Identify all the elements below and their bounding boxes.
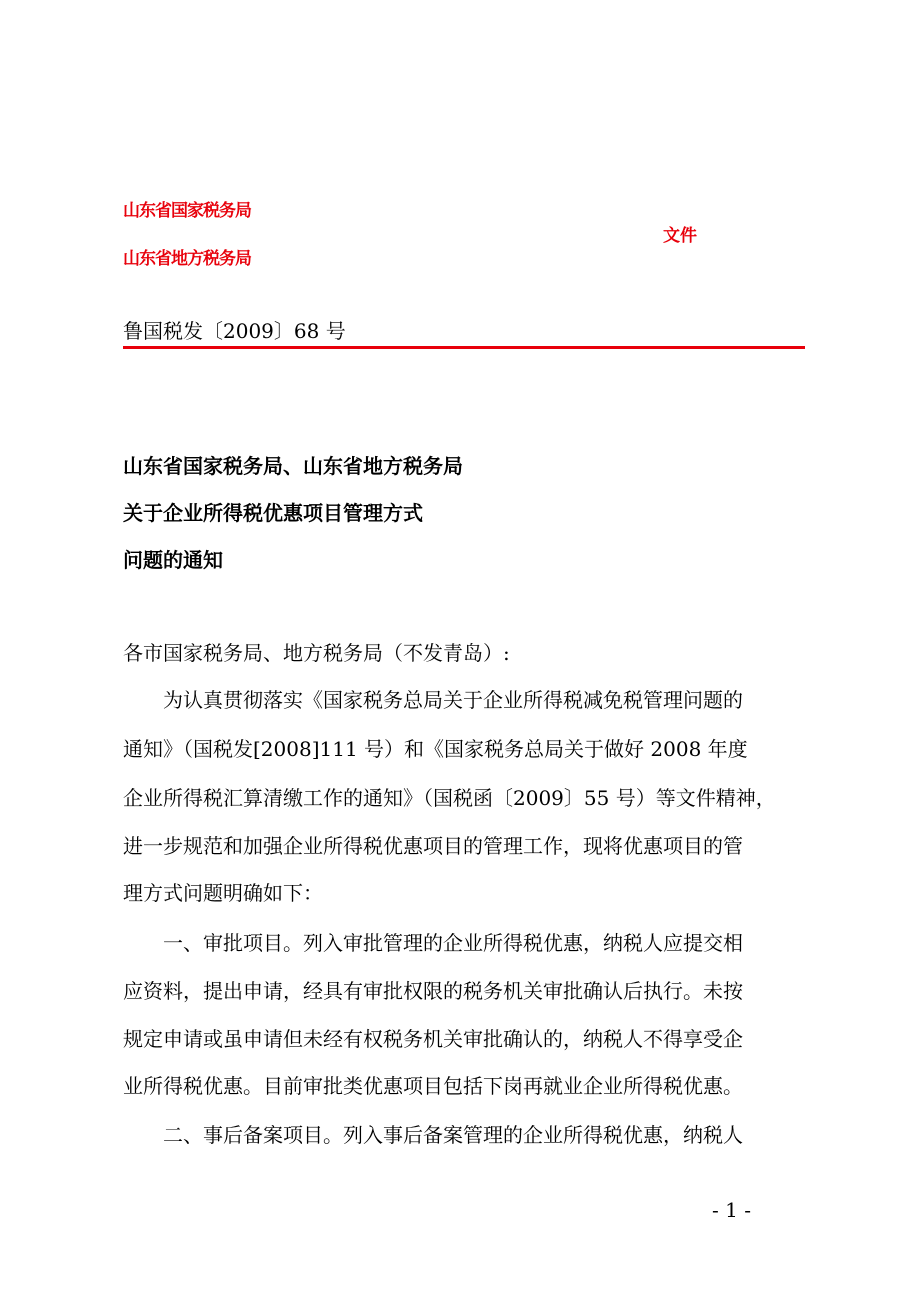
body-line: 为认真贯彻落实《国家税务总局关于企业所得税减免税管理问题的 [163,688,743,712]
body-line: 进一步规范和加强企业所得税优惠项目的管理工作，现将优惠项目的管 [123,834,743,858]
issuer-name-national-tax: 山东省国家税务局 [123,201,251,221]
page-number: - 1 - [712,1198,751,1222]
body-line: 二、事后备案项目。列入事后备案管理的企业所得税优惠，纳税人 [163,1123,743,1147]
body-line: 规定申请或虽申请但未经有权税务机关审批确认的，纳税人不得享受企 [123,1027,743,1051]
body-line: 理方式问题明确如下： [123,881,323,905]
body-line: 一、审批项目。列入审批管理的企业所得税优惠，纳税人应提交相 [163,931,743,955]
body-line: 应资料，提出申请，经具有审批权限的税务机关审批确认后执行。未按 [123,979,743,1003]
issuer-name-local-tax: 山东省地方税务局 [123,249,251,269]
document-title-line-3: 问题的通知 [123,548,223,572]
body-line: 业所得税优惠。目前审批类优惠项目包括下岗再就业企业所得税优惠。 [123,1074,743,1098]
red-header-rule [123,346,805,349]
document-number: 鲁国税发〔2009〕68 号 [123,319,346,343]
document-title-line-2: 关于企业所得税优惠项目管理方式 [123,501,423,525]
salutation: 各市国家税务局、地方税务局（不发青岛）: [123,641,510,665]
body-line: 通知》（国税发[2008]111 号）和《国家税务总局关于做好 2008 年度 [123,737,748,761]
document-label: 文件 [663,226,697,246]
body-line: 企业所得税汇算清缴工作的通知》（国税函〔2009〕55 号）等文件精神， [123,786,776,810]
document-title-line-1: 山东省国家税务局、山东省地方税务局 [123,454,463,478]
